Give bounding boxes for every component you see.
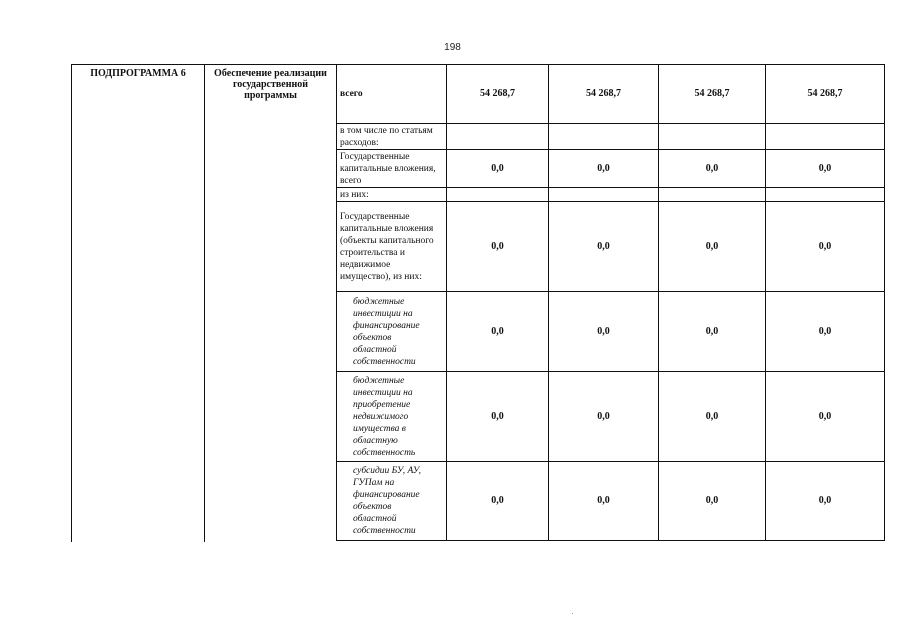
row-label: из них: — [337, 188, 447, 202]
table-row — [337, 372, 885, 462]
value-cell — [447, 188, 549, 202]
value-cell: 0,0 — [659, 202, 766, 292]
table-column-divider — [204, 64, 205, 542]
value-cell — [549, 188, 659, 202]
value-cell: 0,0 — [766, 292, 885, 372]
value-cell: 0,0 — [766, 372, 885, 462]
value-cell — [766, 124, 885, 150]
table-left-border — [71, 64, 72, 542]
subprogram-description: Обеспечение реализации государственной программы — [214, 68, 327, 101]
value-cell — [766, 188, 885, 202]
value-cell: 0,0 — [549, 372, 659, 462]
table-row — [337, 65, 885, 124]
value-cell — [659, 124, 766, 150]
value-cell: 0,0 — [447, 462, 549, 541]
budget-table — [336, 64, 885, 541]
table-row — [337, 202, 885, 292]
value-cell — [447, 124, 549, 150]
value-cell: 0,0 — [659, 462, 766, 541]
value-cell: 0,0 — [549, 292, 659, 372]
row-label: субсидии БУ, АУ, ГУПам на финансирование объектов областной собственности — [337, 462, 447, 541]
row-label: Государственные капитальные вложения, всего — [337, 150, 447, 188]
value-cell: 0,0 — [659, 292, 766, 372]
page-number: 198 — [444, 42, 461, 53]
table-row — [337, 462, 885, 541]
value-cell: 54 268,7 — [549, 65, 659, 124]
value-cell: 0,0 — [766, 202, 885, 292]
value-cell: 0,0 — [766, 150, 885, 188]
value-cell: 54 268,7 — [447, 65, 549, 124]
value-cell — [659, 188, 766, 202]
value-cell: 0,0 — [549, 462, 659, 541]
value-cell: 0,0 — [447, 150, 549, 188]
row-label: в том числе по статьям расходов: — [337, 124, 447, 150]
table-top-border — [71, 64, 336, 65]
value-cell: 54 268,7 — [659, 65, 766, 124]
value-cell — [549, 124, 659, 150]
row-label: бюджетные инвестиции на финансирование объектов областной собственности — [337, 292, 447, 372]
table-row — [337, 188, 885, 202]
row-label: всего — [337, 65, 447, 124]
value-cell: 0,0 — [447, 292, 549, 372]
table-row — [337, 124, 885, 150]
subprogram-label: ПОДПРОГРАММА 6 — [90, 68, 186, 79]
value-cell: 54 268,7 — [766, 65, 885, 124]
value-cell: 0,0 — [549, 202, 659, 292]
row-label: Государственные капитальные вложения (объекты капитального строительства и недвижимое имущество), из них: — [337, 202, 447, 292]
value-cell: 0,0 — [447, 202, 549, 292]
scan-speck — [572, 613, 573, 614]
value-cell: 0,0 — [447, 372, 549, 462]
table-row — [337, 292, 885, 372]
value-cell: 0,0 — [549, 150, 659, 188]
value-cell: 0,0 — [659, 150, 766, 188]
value-cell: 0,0 — [659, 372, 766, 462]
table-row — [337, 150, 885, 188]
value-cell: 0,0 — [766, 462, 885, 541]
row-label: бюджетные инвестиции на приобретение недвижимого имущества в областную собственность — [337, 372, 447, 462]
